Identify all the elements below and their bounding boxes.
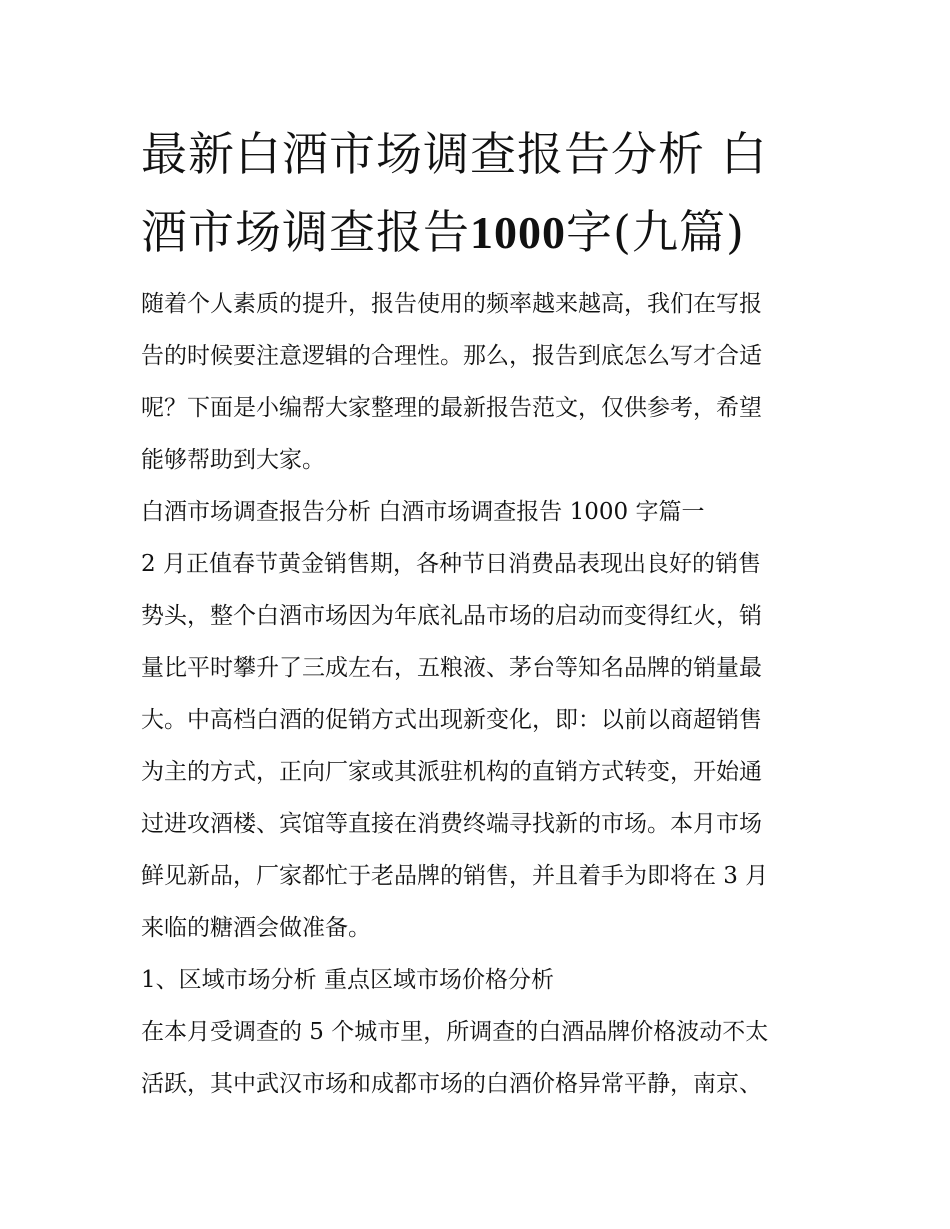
paragraph-1-line: 势头，整个白酒市场因为年底礼品市场的启动而变得红火，销	[141, 603, 762, 629]
paragraph-2-line: 活跃，其中武汉市场和成都市场的白酒价格异常平静，南京、	[141, 1071, 762, 1097]
paragraph-1-line: 量比平时攀升了三成左右，五粮液、茅台等知名品牌的销量最	[141, 655, 762, 681]
subheading-text: 1、区域市场分析 重点区域市场价格分析	[141, 967, 554, 993]
paragraph-2-line: 在本月受调查的 5 个城市里，所调查的白酒品牌价格波动不太	[141, 1019, 769, 1045]
document-page	[141, 115, 813, 1110]
title-line-2	[141, 193, 813, 272]
title-line-1: 最新白酒市场调查报告分析 白	[141, 127, 768, 181]
document-title	[141, 115, 813, 272]
title-line-2-text: 酒市场调查报告	[141, 205, 470, 259]
title-number: 1000	[470, 207, 566, 258]
intro-paragraph	[141, 278, 813, 486]
paragraph-1-line: 鲜见新品，厂家都忙于老品牌的销售，并且着手为即将在 3 月	[141, 863, 769, 889]
intro-line: 告的时候要注意逻辑的合理性。那么，报告到底怎么写才合适	[141, 343, 762, 369]
paragraph-1-line: 为主的方式，正向厂家或其派驻机构的直销方式转变，开始通	[141, 759, 762, 785]
title-tail: 字(九篇)	[566, 205, 745, 259]
intro-line: 能够帮助到大家。	[141, 447, 325, 473]
section-heading	[141, 486, 813, 538]
section-heading-text: 白酒市场调查报告分析 白酒市场调查报告 1000 字篇一	[141, 499, 705, 525]
paragraph-1-line: 过进攻酒楼、宾馆等直接在消费终端寻找新的市场。本月市场	[141, 811, 762, 837]
paragraph-1-line: 来临的糖酒会做准备。	[141, 915, 371, 941]
document-body	[141, 278, 813, 1110]
subheading	[141, 954, 813, 1006]
paragraph-2	[141, 1006, 813, 1110]
intro-line: 呢？下面是小编帮大家整理的最新报告范文，仅供参考，希望	[141, 395, 762, 421]
paragraph-1-line: 2 月正值春节黄金销售期，各种节日消费品表现出良好的销售	[141, 551, 761, 577]
paragraph-1-line: 大。中高档白酒的促销方式出现新变化，即：以前以商超销售	[141, 707, 762, 733]
intro-line: 随着个人素质的提升，报告使用的频率越来越高，我们在写报	[141, 291, 762, 317]
paragraph-1	[141, 538, 813, 954]
